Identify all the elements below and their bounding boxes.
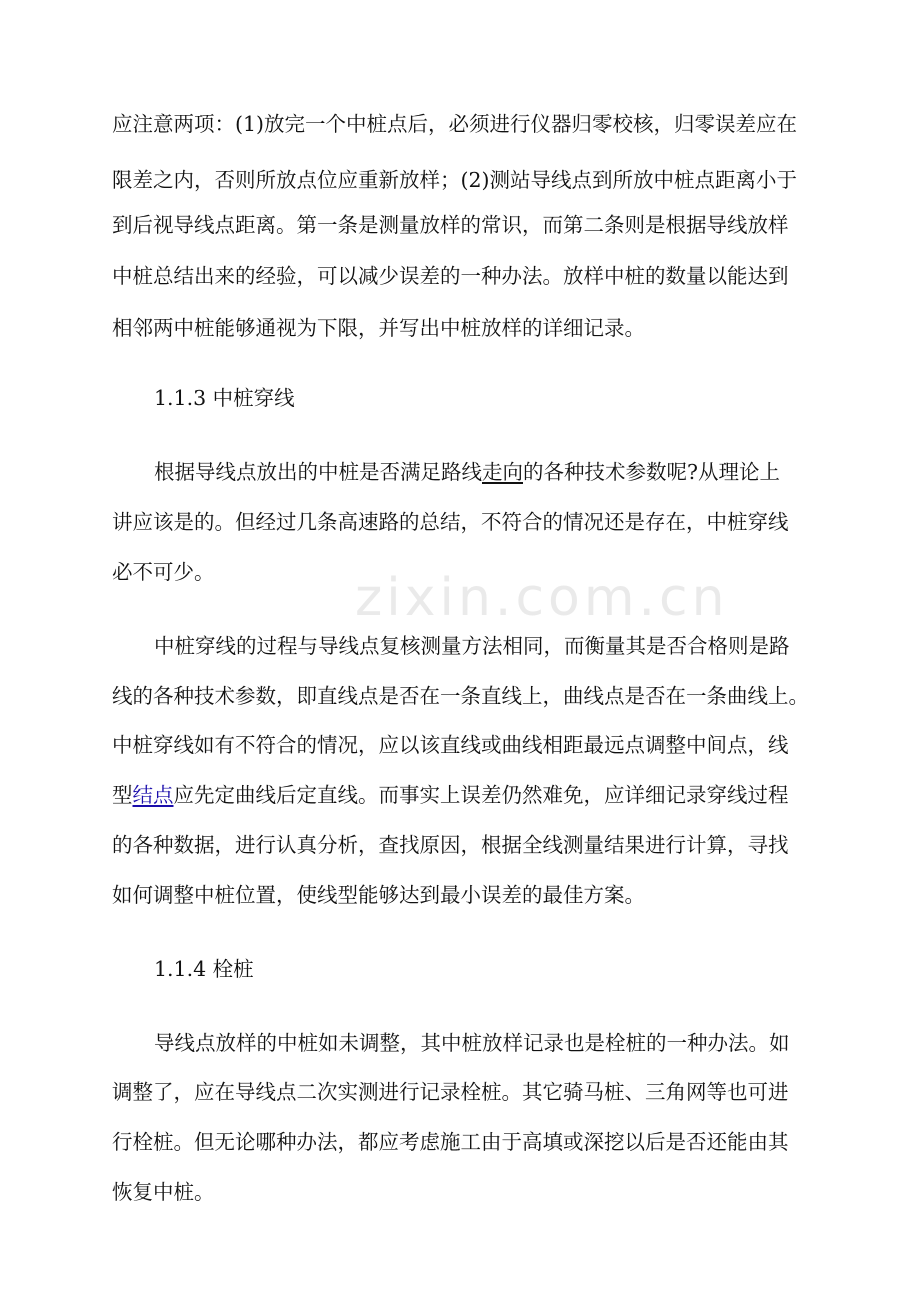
para1-line-1: 应注意两项：(1)放完一个中桩点后，必须进行仪器归零校核，归零误差应在: [112, 112, 798, 136]
para4-line-3: 行栓桩。但无论哪种办法，都应考虑施工由于高填或深挖以后是否还能由其: [112, 1130, 789, 1154]
para3-line-4-text-after: 应先定曲线后定直线。而事实上误差仍然难免，应详细记录穿线过程: [173, 783, 789, 807]
para1-line-3: 到后视导线点距离。第一条是测量放样的常识，而第二条则是根据导线放样: [112, 213, 789, 237]
para3-line-3: 中桩穿线如有不符合的情况，应以该直线或曲线相距最远点调整中间点，线: [112, 733, 789, 757]
link-jiedian[interactable]: 结点: [132, 783, 174, 807]
para3-line-2: 线的各种技术参数，即直线点是否在一条直线上，曲线点是否在一条曲线上。: [112, 684, 809, 708]
para3-line-6: 如何调整中桩位置，使线型能够达到最小误差的最佳方案。: [112, 883, 645, 907]
para4-line-1: 导线点放样的中桩如未调整，其中桩放样记录也是栓桩的一种办法。如: [154, 1031, 790, 1055]
section-heading-1-1-4: 1.1.4 栓桩: [154, 957, 254, 981]
para4-line-4: 恢复中桩。: [112, 1180, 215, 1204]
para2-line-2: 讲应该是的。但经过几条高速路的总结，不符合的情况还是存在，中桩穿线: [112, 510, 789, 534]
para2-line-1: [154, 458, 780, 486]
para2-line-1-text-after: 的各种技术参数呢?从理论上: [523, 460, 780, 484]
para1-line-5: 相邻两中桩能够通视为下限，并写出中桩放样的详细记录。: [112, 316, 645, 340]
section-heading-1-1-3: 1.1.3 中桩穿线: [154, 386, 295, 410]
para3-line-5: 的各种数据，进行认真分析，查找原因，根据全线测量结果进行计算，寻找: [112, 833, 789, 857]
para4-line-2: 调整了，应在导线点二次实测进行记录栓桩。其它骑马桩、三角网等也可进: [112, 1080, 789, 1104]
para3-line-1: 中桩穿线的过程与导线点复核测量方法相同，而衡量其是否合格则是路: [154, 634, 790, 658]
para2-line-1-text-before: 根据导线点放出的中桩是否满足路线: [154, 460, 482, 484]
para1-line-4: 中桩总结出来的经验，可以减少误差的一种办法。放样中桩的数量以能达到: [112, 264, 789, 288]
link-zouxiang[interactable]: 走向: [482, 460, 523, 484]
para3-line-4: [112, 781, 789, 809]
para2-line-3: 必不可少。: [112, 560, 215, 584]
para1-line-2: 限差之内，否则所放点位应重新放样；(2)测站导线点到所放中桩点距离小于: [112, 168, 798, 192]
watermark: zixin.com.cn: [355, 568, 729, 628]
para3-line-4-text-before: 型: [112, 783, 133, 807]
